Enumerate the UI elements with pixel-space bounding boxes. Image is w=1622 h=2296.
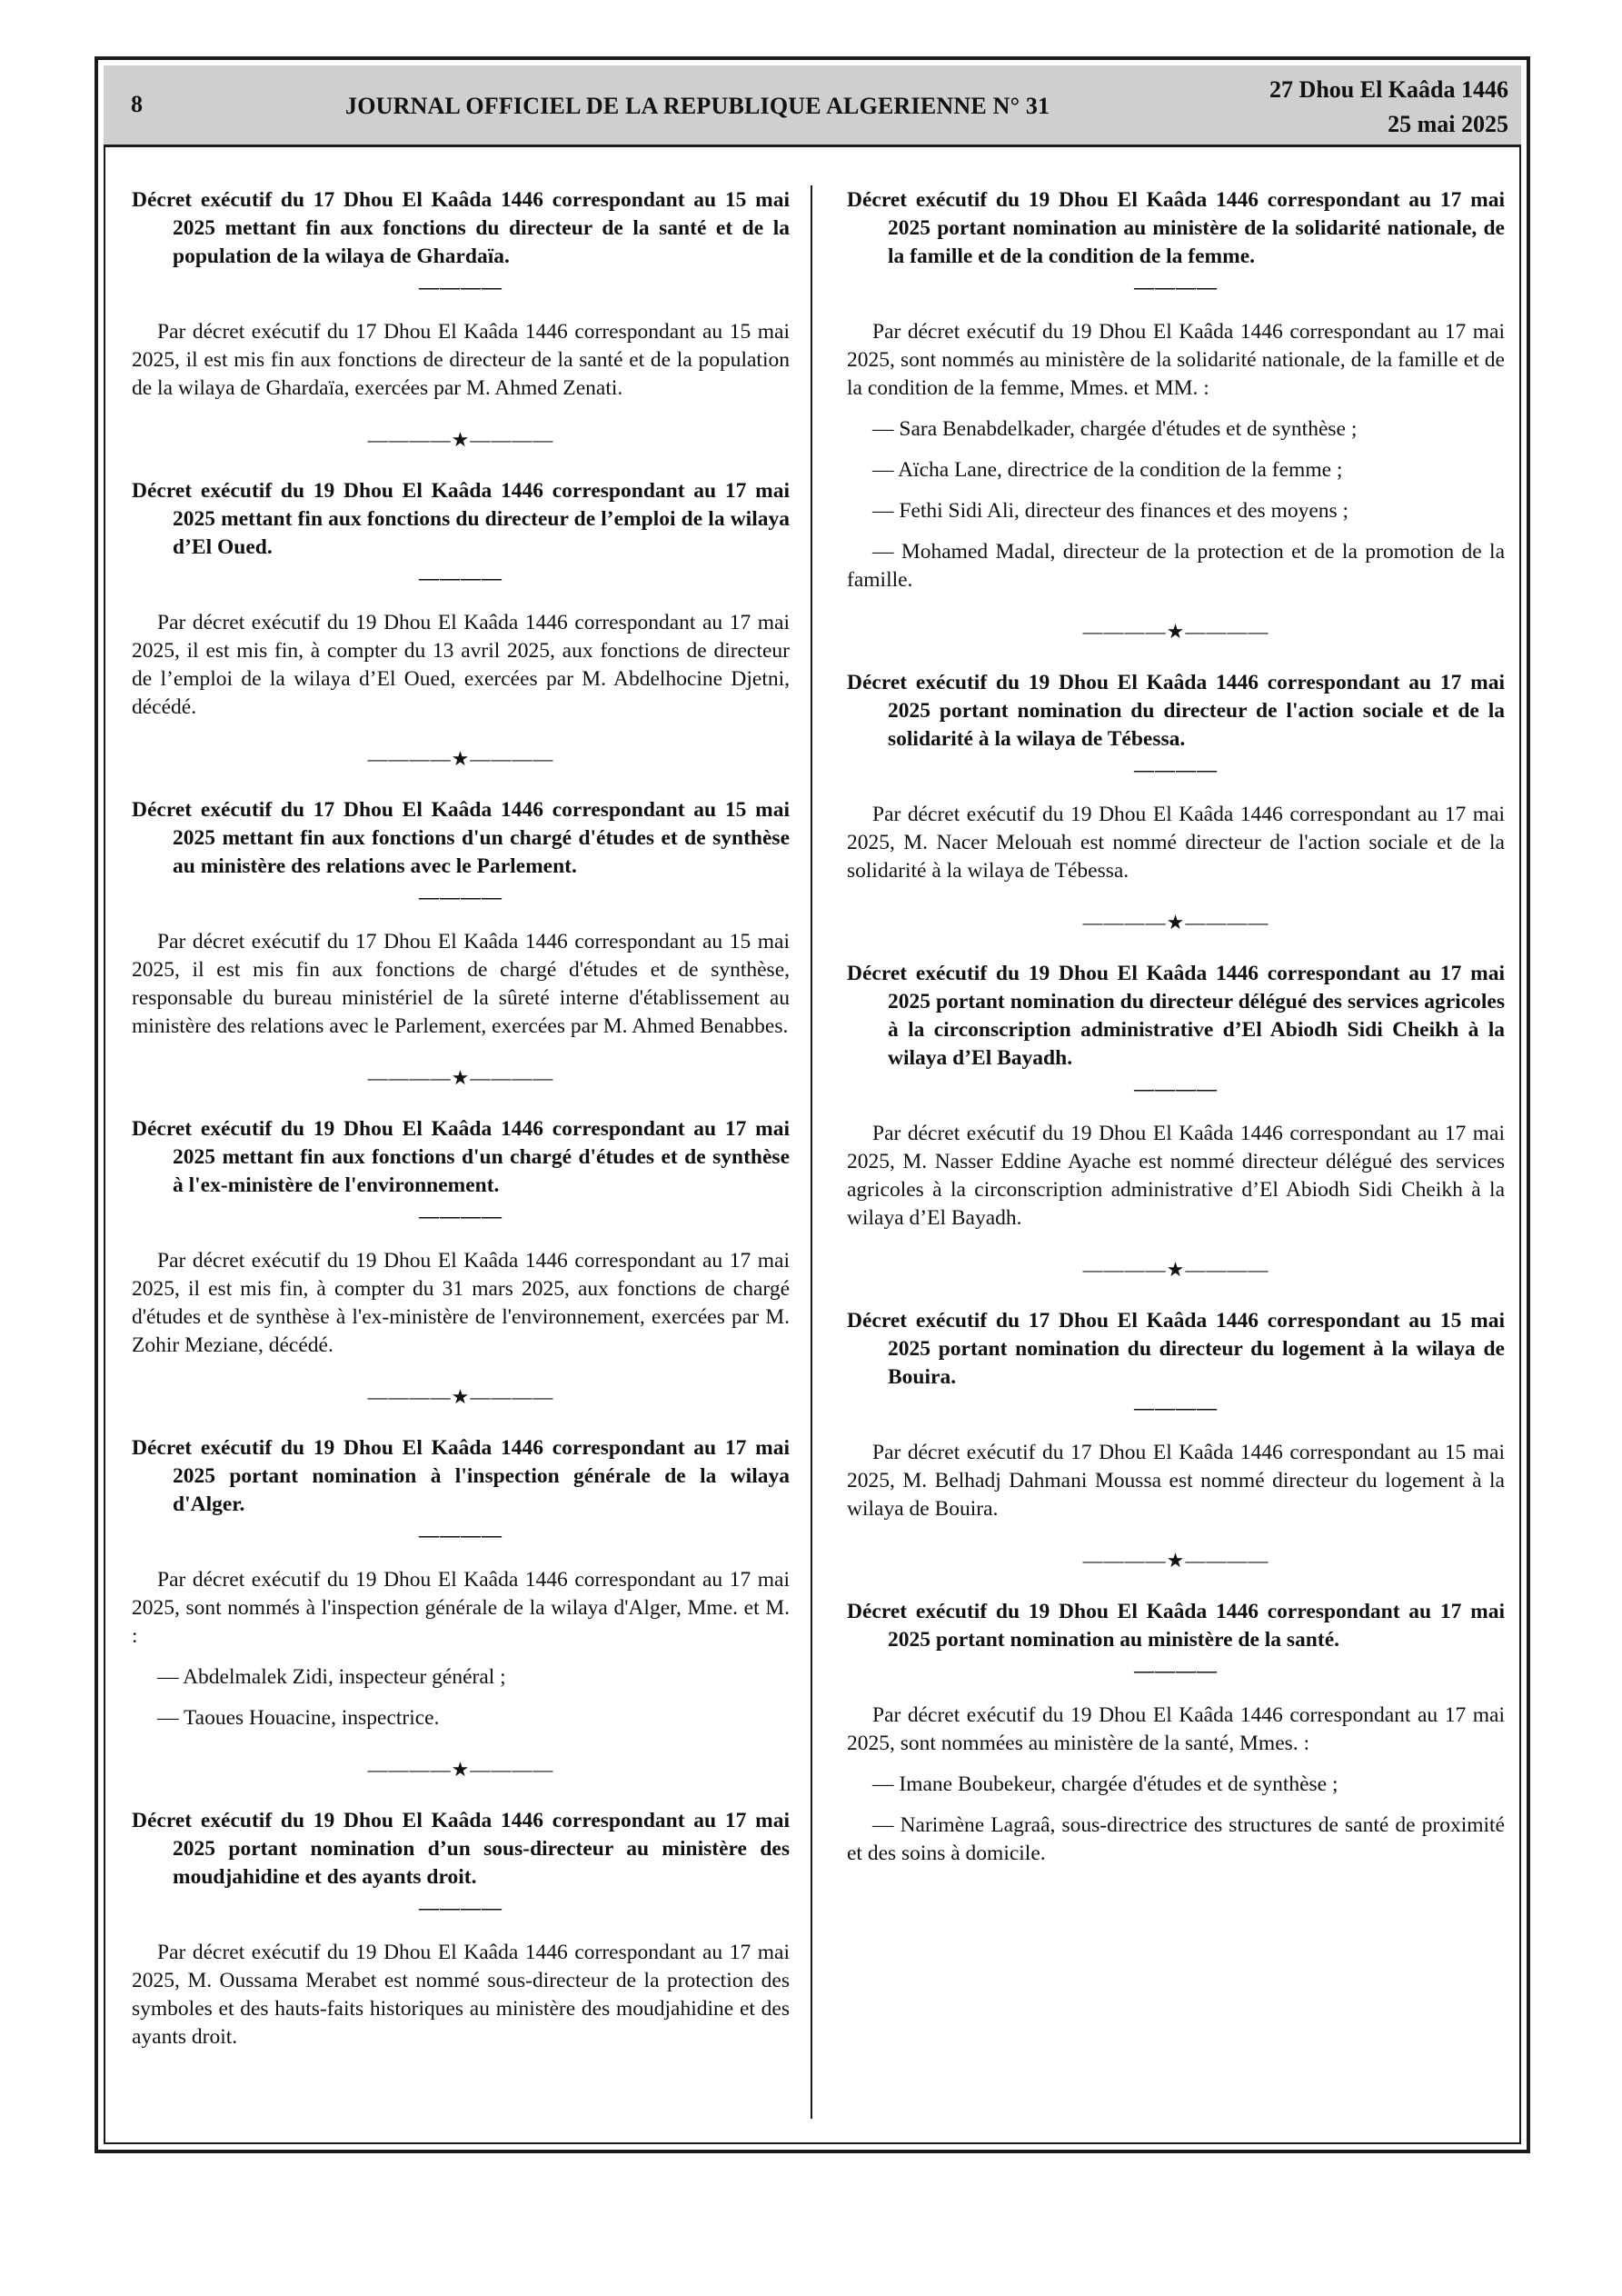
right-column: [847, 186, 1505, 1893]
star-separator: ————★————: [367, 1066, 554, 1089]
star-separator: ————★————: [367, 1385, 554, 1408]
decree-title: Décret exécutif du 19 Dhou El Kaâda 1446 correspondant au 17 mai 2025 portant nomination du directeur délégué des services agricoles à la circonscription administrative d’El Abiodh Sidi Cheikh à la wilaya d’El Bayadh.: [847, 962, 1505, 1070]
decree-entry: [847, 960, 1505, 1233]
decree-title: Décret exécutif du 17 Dhou El Kaâda 1446 correspondant au 15 mai 2025 mettant fin aux fonctions d'un chargé d'études et de synthèse au ministère des relations avec le Parlement.: [132, 798, 790, 878]
decree-body: Par décret exécutif du 19 Dhou El Kaâda 1446 correspondant au 17 mai 2025, sont nommées au ministère de la santé, Mmes. :: [847, 1703, 1505, 1755]
decree-title: Décret exécutif du 19 Dhou El Kaâda 1446 correspondant au 17 mai 2025 portant nomination du directeur de l'action sociale et de la solidarité à la wilaya de Tébessa.: [847, 671, 1505, 751]
page-header: [104, 65, 1521, 147]
nominee-item: — Fethi Sidi Ali, directeur des finances et des moyens ;: [872, 499, 1349, 523]
title-separator: ————: [419, 885, 503, 908]
decree-entry: [132, 477, 790, 722]
decree-body: Par décret exécutif du 19 Dhou El Kaâda 1446 correspondant au 17 mai 2025, M. Nasser Eddine Ayache est nommé directeur délégué des services agricoles à la circonscription administrative d’El Abiodh Sidi Cheikh à la wilaya d’El Bayadh.: [847, 1122, 1505, 1230]
title-separator: ————: [419, 566, 503, 589]
nominee-item: — Abdelmalek Zidi, inspecteur général ;: [157, 1665, 506, 1689]
title-separator: ————: [419, 275, 503, 298]
decree-entry: [132, 796, 790, 1041]
decree-title: Décret exécutif du 19 Dhou El Kaâda 1446 correspondant au 17 mai 2025 portant nomination à l'inspection générale de la wilaya d'Alger.: [132, 1436, 790, 1516]
title-separator: ————: [1134, 275, 1218, 298]
decree-entry: [132, 1807, 790, 2051]
nominee-item: — Imane Boubekeur, chargée d'études et de synthèse ;: [872, 1772, 1338, 1796]
decree-entry: [132, 1115, 790, 1360]
star-separator: ————★————: [1082, 911, 1269, 933]
decree-title: Décret exécutif du 19 Dhou El Kaâda 1446 correspondant au 17 mai 2025 mettant fin aux fonctions d'un chargé d'études et de synthèse à l'ex-ministère de l'environnement.: [132, 1117, 790, 1197]
issue-dates: [1269, 73, 1508, 142]
decree-body: Par décret exécutif du 19 Dhou El Kaâda 1446 correspondant au 17 mai 2025, sont nommés à l'inspection générale de la wilaya d'Alger, Mme. et M. :: [132, 1568, 790, 1648]
title-separator: ————: [419, 1204, 503, 1227]
title-separator: ————: [1134, 1396, 1218, 1419]
decree-body: Par décret exécutif du 19 Dhou El Kaâda 1446 correspondant au 17 mai 2025, il est mis fin, à compter du 13 avril 2025, aux fonctions de directeur de l’emploi de la wilaya d’El Oued, exercées par M. Abdelhocine Djetni, décédé.: [132, 611, 790, 719]
decree-entry: [847, 1598, 1505, 1868]
decree-body: Par décret exécutif du 19 Dhou El Kaâda 1446 correspondant au 17 mai 2025, M. Oussama Merabet est nommé sous-directeur de la protection des symboles et des hauts-faits historiques au ministère des moudjahidine et des ayants droit.: [132, 1941, 790, 2049]
decree-body: Par décret exécutif du 19 Dhou El Kaâda 1446 correspondant au 17 mai 2025, M. Nacer Melouah est nommé directeur de l'action sociale et de la solidarité à la wilaya de Tébessa.: [847, 803, 1505, 883]
gregorian-date: 25 mai 2025: [1388, 111, 1508, 137]
decree-title: Décret exécutif du 17 Dhou El Kaâda 1446 correspondant au 15 mai 2025 mettant fin aux fonctions du directeur de la santé et de la population de la wilaya de Ghardaïa.: [132, 188, 790, 268]
title-separator: ————: [419, 1523, 503, 1546]
decree-title: Décret exécutif du 19 Dhou El Kaâda 1446 correspondant au 17 mai 2025 portant nomination au ministère de la santé.: [847, 1600, 1505, 1652]
decree-body: Par décret exécutif du 17 Dhou El Kaâda 1446 correspondant au 15 mai 2025, il est mis fin aux fonctions de directeur de la santé et de la population de la wilaya de Ghardaïa, exercées par M. Ahmed Zenati.: [132, 320, 790, 400]
decree-body: Par décret exécutif du 19 Dhou El Kaâda 1446 correspondant au 17 mai 2025, il est mis fin, à compter du 31 mars 2025, aux fonctions de chargé d'études et de synthèse à l'ex-ministère de l'environnement, exercées par M. Zohir Meziane, décédé.: [132, 1249, 790, 1357]
decree-entry: [132, 1434, 790, 1732]
nominee-item: — Taoues Houacine, inspectrice.: [157, 1706, 440, 1730]
title-separator: ————: [419, 1896, 503, 1919]
decree-entry: [847, 1307, 1505, 1523]
page-number: 8: [131, 91, 143, 117]
decree-title: Décret exécutif du 17 Dhou El Kaâda 1446 correspondant au 15 mai 2025 portant nomination du directeur du logement à la wilaya de Bouira.: [847, 1309, 1505, 1389]
decree-entry: [847, 186, 1505, 594]
column-divider: [811, 185, 812, 2119]
nominee-item: — Sara Benabdelkader, chargée d'études et de synthèse ;: [872, 417, 1358, 441]
star-separator: ————★————: [367, 428, 554, 451]
star-separator: ————★————: [1082, 1549, 1269, 1572]
title-separator: ————: [1134, 1659, 1218, 1682]
nominee-item: — Aïcha Lane, directrice de la condition de la femme ;: [872, 458, 1343, 482]
decree-body: Par décret exécutif du 19 Dhou El Kaâda 1446 correspondant au 17 mai 2025, sont nommés au ministère de la solidarité nationale, de la famille et de la condition de la femme, Mmes. et MM. :: [847, 320, 1505, 400]
star-separator: ————★————: [1082, 1258, 1269, 1281]
star-separator: ————★————: [367, 1758, 554, 1781]
hijri-date: 27 Dhou El Kaâda 1446: [1269, 76, 1508, 103]
decree-body: Par décret exécutif du 17 Dhou El Kaâda 1446 correspondant au 15 mai 2025, il est mis fin aux fonctions de chargé d'études et de synthèse, responsable du bureau ministériel de la sûreté interne d'établissement au ministère des relations avec le Parlement, exercées par M. Ahmed Benabbes.: [132, 930, 790, 1038]
nominee-item: — Narimène Lagraâ, sous-directrice des structures de santé de proximité et des soins à domicile.: [847, 1813, 1505, 1865]
nominee-item: — Mohamed Madal, directeur de la protection et de la promotion de la famille.: [847, 540, 1505, 592]
title-separator: ————: [1134, 758, 1218, 781]
star-separator: ————★————: [1082, 620, 1269, 643]
decree-body: Par décret exécutif du 17 Dhou El Kaâda 1446 correspondant au 15 mai 2025, M. Belhadj Dahmani Moussa est nommé directeur du logement à la wilaya de Bouira.: [847, 1441, 1505, 1521]
decree-entry: [132, 186, 790, 403]
decree-title: Décret exécutif du 19 Dhou El Kaâda 1446 correspondant au 17 mai 2025 portant nomination d’un sous-directeur au ministère des moudjahidine et des ayants droit.: [132, 1809, 790, 1889]
left-column: [132, 186, 790, 2077]
title-separator: ————: [1134, 1077, 1218, 1100]
decree-entry: [847, 669, 1505, 885]
decree-title: Décret exécutif du 19 Dhou El Kaâda 1446 correspondant au 17 mai 2025 mettant fin aux fonctions du directeur de l’emploi de la wilaya d’El Oued.: [132, 479, 790, 559]
journal-title: JOURNAL OFFICIEL DE LA REPUBLIQUE ALGERIENNE N° 31: [345, 93, 1050, 119]
decree-title: Décret exécutif du 19 Dhou El Kaâda 1446 correspondant au 17 mai 2025 portant nomination au ministère de la solidarité nationale, de la famille et de la condition de la femme.: [847, 188, 1505, 268]
star-separator: ————★————: [367, 747, 554, 770]
